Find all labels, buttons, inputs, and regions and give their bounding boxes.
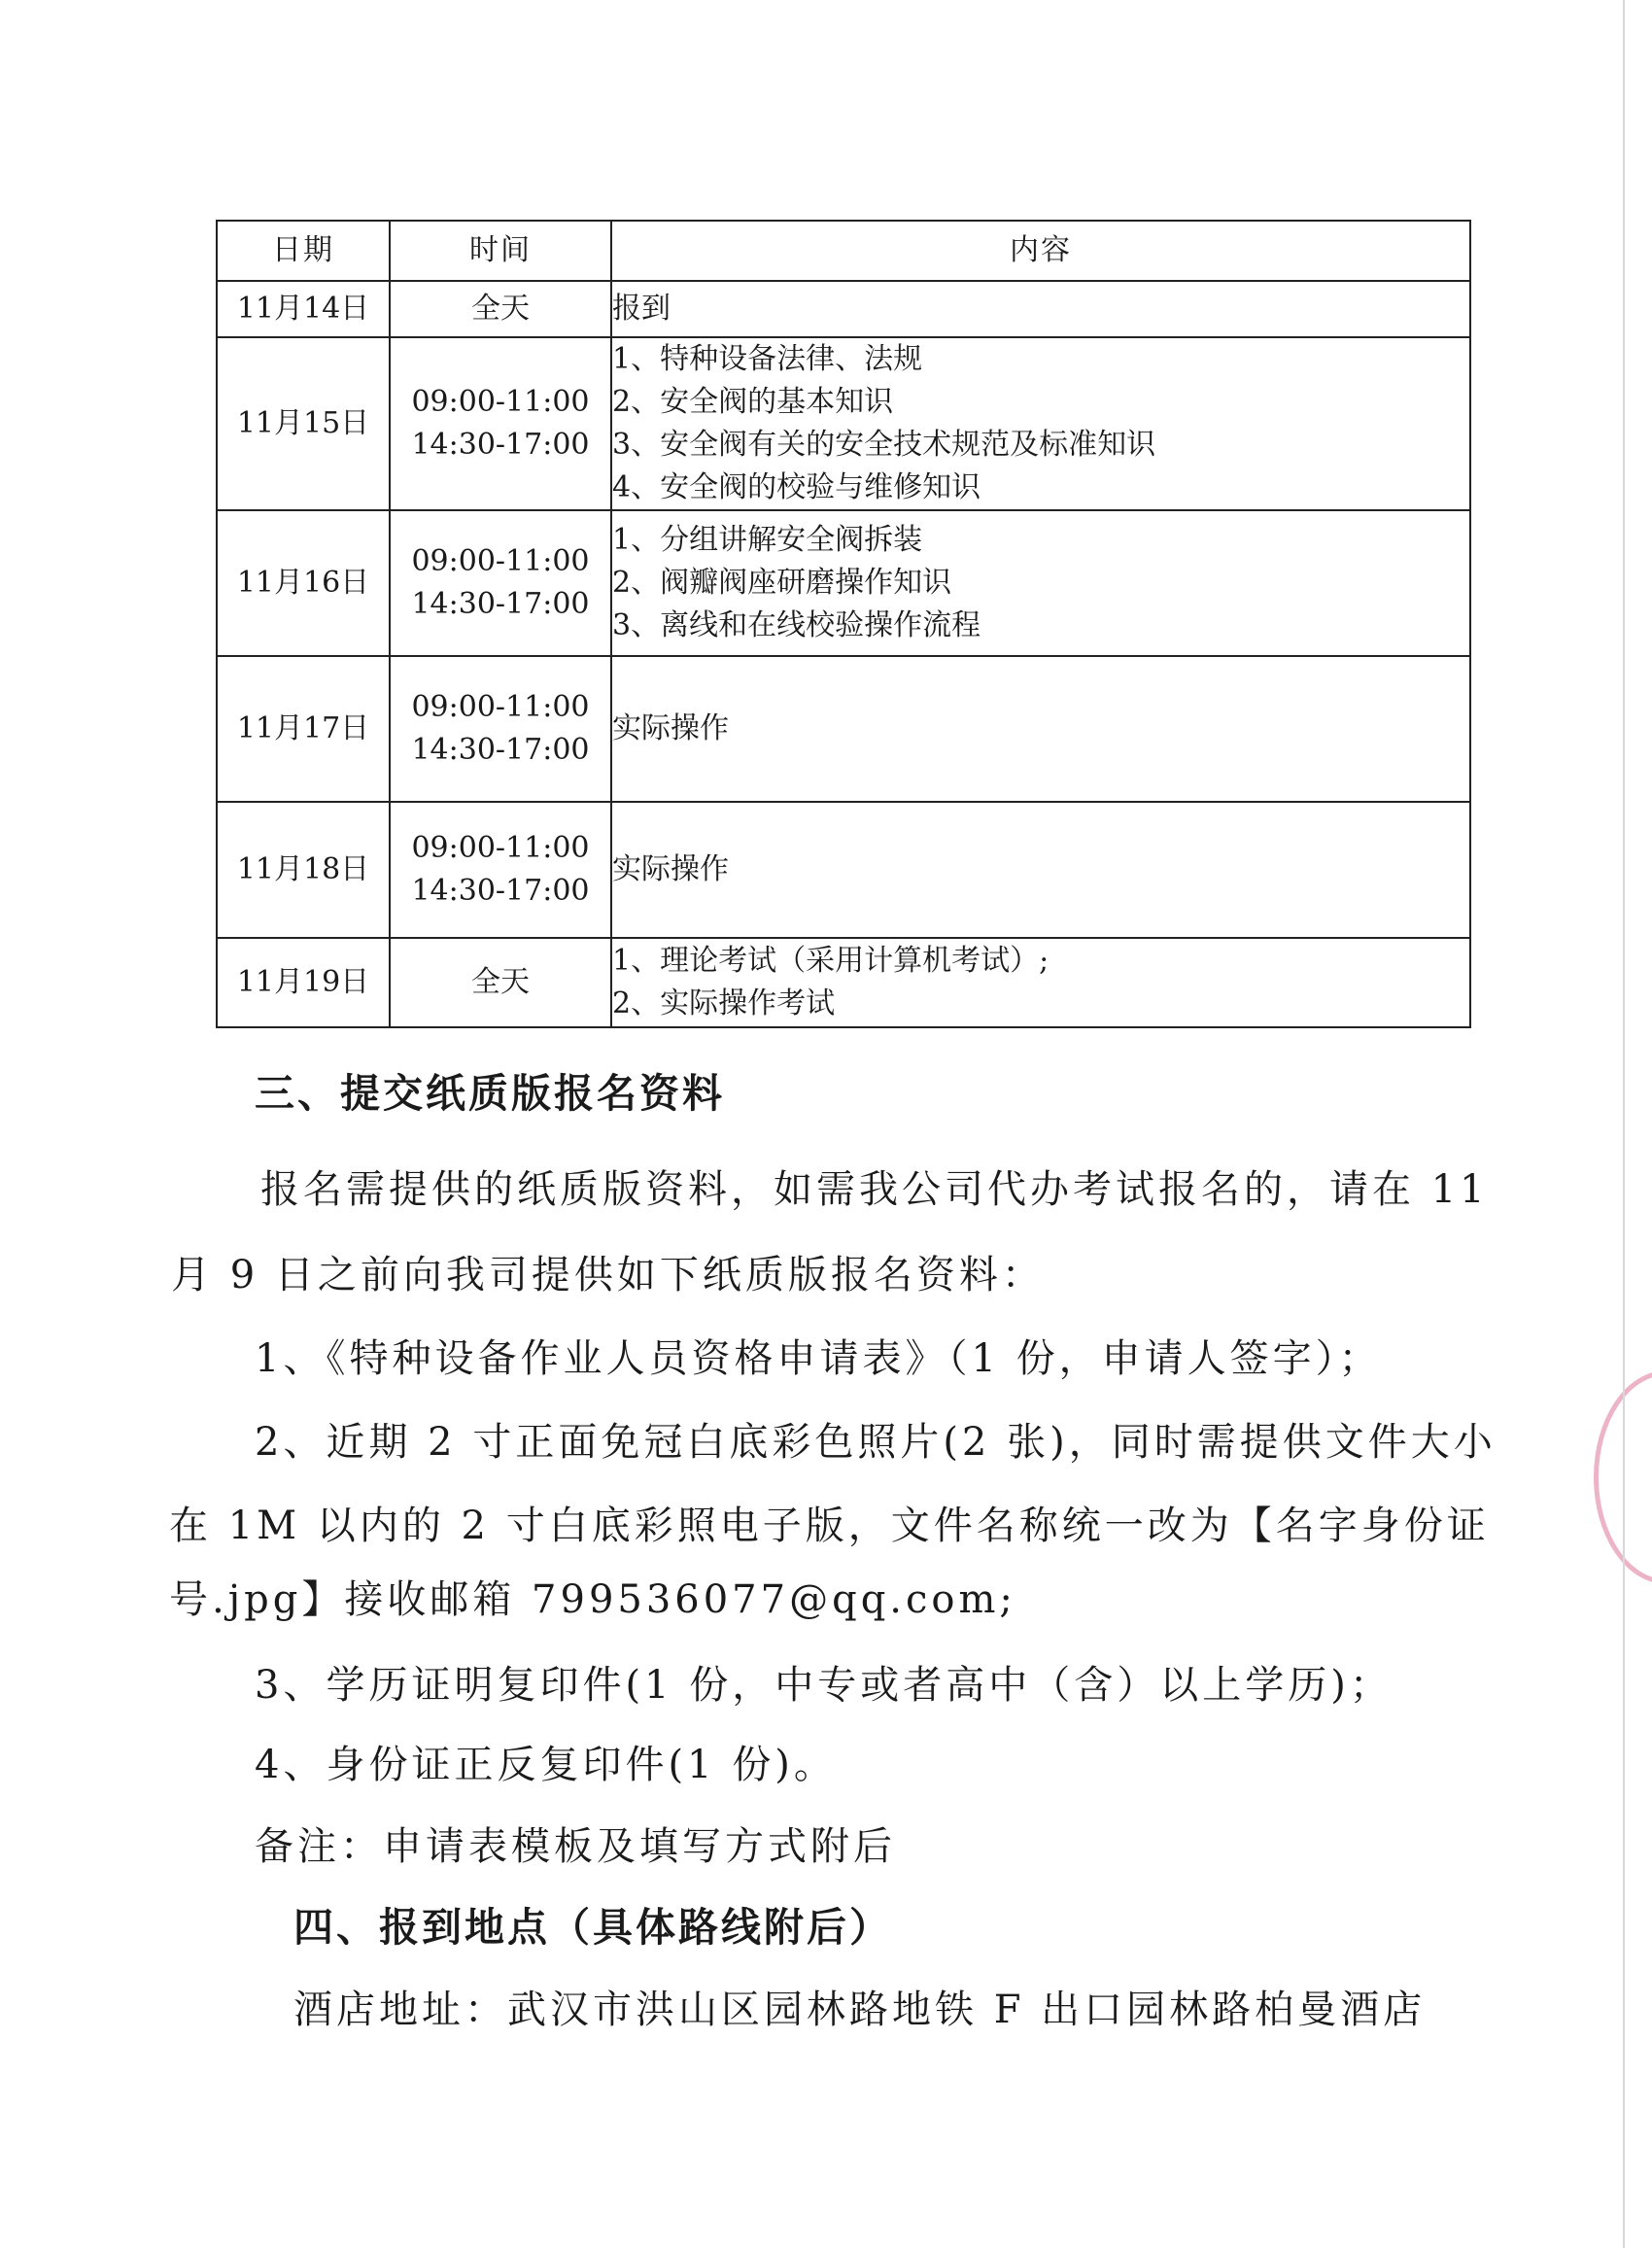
header-date: 日期 — [217, 221, 390, 281]
time-slot: 09:00-11:00 — [411, 831, 590, 865]
row-time — [390, 938, 611, 1027]
intro-line-2: 月 9 日之前向我司提供如下纸质版报名资料： — [171, 1253, 1045, 1297]
time-slot: 14:30-17:00 — [411, 733, 590, 767]
schedule-body — [217, 281, 1470, 1027]
row-content — [611, 656, 1470, 802]
row-time — [390, 802, 611, 938]
row-date: 11月14日 — [217, 281, 390, 337]
table-row — [217, 510, 1470, 656]
item-3: 3、学历证明复印件(1 份，中专或者高中（含）以上学历)； — [255, 1663, 1393, 1708]
item-1: 1、《特种设备作业人员资格申请表》（1 份，申请人签字）； — [255, 1336, 1382, 1381]
row-time — [390, 281, 611, 337]
header-content: 内容 — [611, 221, 1470, 281]
content-item: 3、安全阀有关的安全技术规范及标准知识 — [612, 428, 1156, 462]
table-row — [217, 281, 1470, 337]
content-item: 1、特种设备法律、法规 — [612, 342, 923, 376]
time-slot: 全天 — [471, 965, 530, 999]
content-item: 3、离线和在线校验操作流程 — [612, 608, 981, 642]
row-content — [611, 281, 1470, 337]
header-time: 时间 — [390, 221, 611, 281]
section3-title: 三、提交纸质版报名资料 — [255, 1070, 725, 1117]
item-2-line-3: 号.jpg】接收邮箱 799536077@qq.com; — [169, 1577, 1016, 1622]
content-item: 1、理论考试（采用计算机考试）; — [612, 944, 1050, 978]
content-item: 4、安全阀的校验与维修知识 — [612, 470, 981, 504]
table-row — [217, 938, 1470, 1027]
hotel-address: 酒店地址：武汉市洪山区园林路地铁 F 出口园林路柏曼酒店 — [293, 1988, 1427, 2032]
table-row — [217, 656, 1470, 802]
item-4: 4、身份证正反复印件(1 份)。 — [255, 1743, 837, 1787]
row-date: 11月15日 — [217, 337, 390, 510]
row-date: 11月18日 — [217, 802, 390, 938]
time-slot: 09:00-11:00 — [411, 690, 590, 724]
row-content — [611, 337, 1470, 510]
content-item: 2、阀瓣阀座研磨操作知识 — [612, 566, 952, 600]
row-content — [611, 938, 1470, 1027]
row-content — [611, 510, 1470, 656]
row-date: 11月16日 — [217, 510, 390, 656]
time-slot: 14:30-17:00 — [411, 874, 590, 908]
content-item: 1、分组讲解安全阀拆装 — [612, 523, 923, 557]
time-slot: 全天 — [471, 292, 530, 326]
row-time — [390, 656, 611, 802]
content-item: 实际操作 — [612, 852, 729, 886]
row-content — [611, 802, 1470, 938]
intro-line-1: 报名需提供的纸质版资料，如需我公司代办考试报名的，请在 11 — [260, 1167, 1489, 1212]
page-edge-divider — [1623, 0, 1625, 2248]
time-slot: 14:30-17:00 — [411, 587, 590, 621]
content-item: 2、安全阀的基本知识 — [612, 385, 894, 419]
time-slot: 09:00-11:00 — [411, 544, 590, 578]
row-date: 11月17日 — [217, 656, 390, 802]
time-slot: 14:30-17:00 — [411, 428, 590, 462]
row-time — [390, 337, 611, 510]
table-header-row — [217, 221, 1470, 281]
table-row — [217, 802, 1470, 938]
schedule-table — [216, 220, 1471, 1028]
content-item: 报到 — [612, 292, 671, 326]
section4-title: 四、报到地点（具体路线附后） — [293, 1904, 892, 1951]
item-2-line-2: 在 1M 以内的 2 寸白底彩照电子版，文件名称统一改为【名字身份证 — [169, 1504, 1490, 1548]
content-item: 实际操作 — [612, 711, 729, 745]
row-time — [390, 510, 611, 656]
note: 备注：申请表模板及填写方式附后 — [255, 1824, 896, 1869]
content-item: 2、实际操作考试 — [612, 986, 836, 1020]
table-row — [217, 337, 1470, 510]
item-2-line-1: 2、近期 2 寸正面免冠白底彩色照片(2 张)，同时需提供文件大小 — [255, 1420, 1497, 1465]
row-date: 11月19日 — [217, 938, 390, 1027]
time-slot: 09:00-11:00 — [411, 385, 590, 419]
